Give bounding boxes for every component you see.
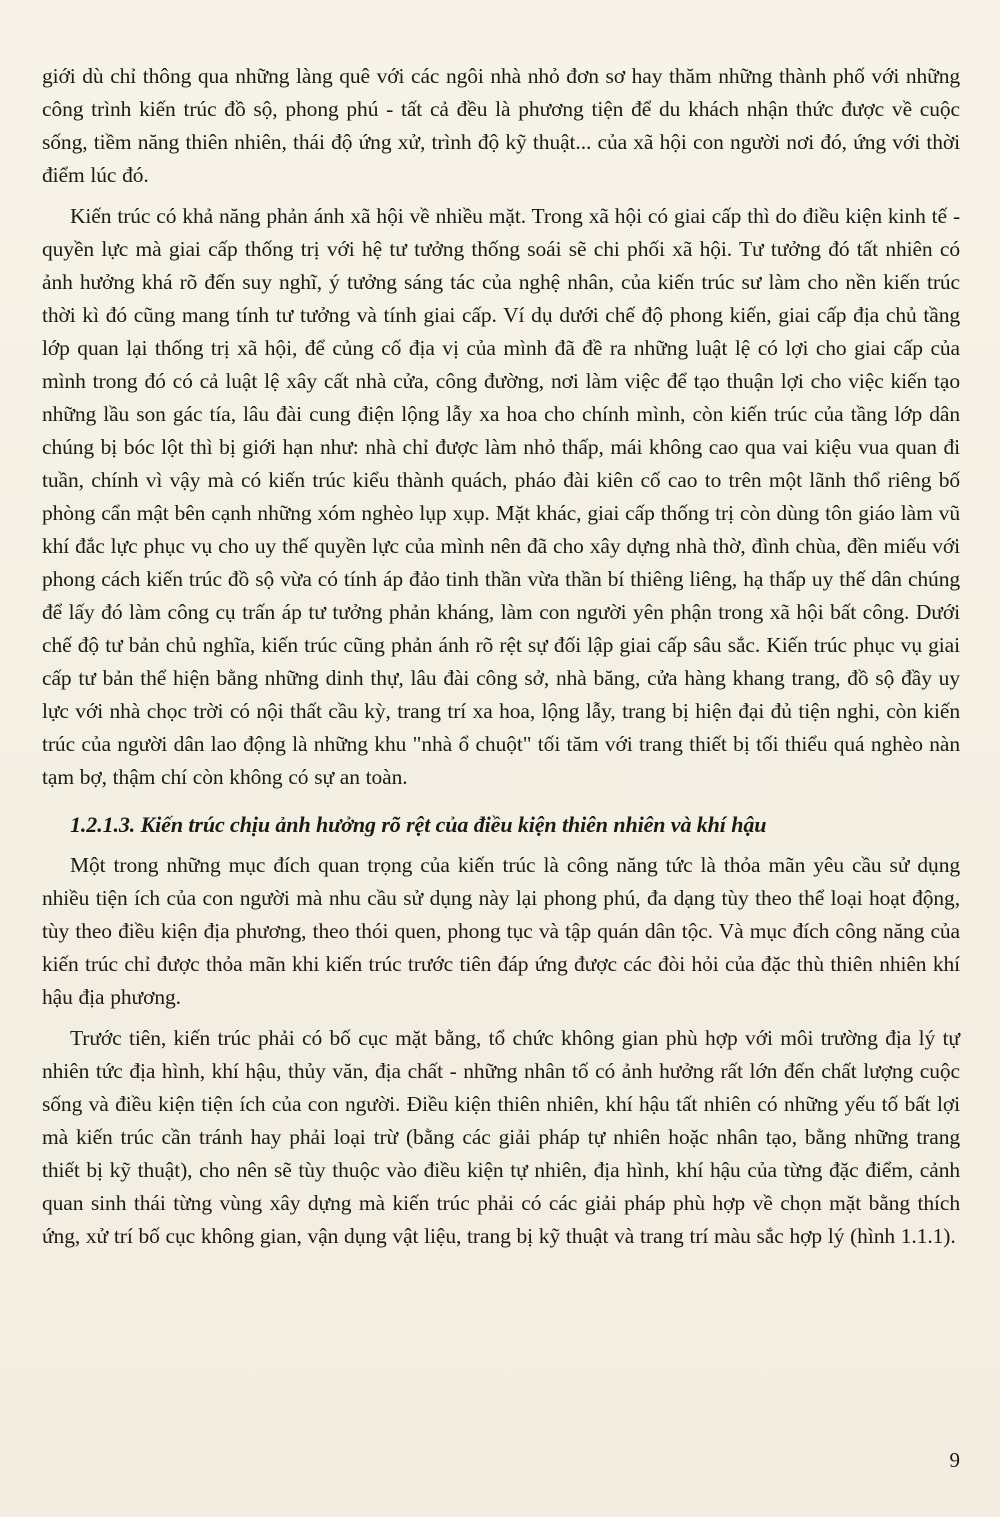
paragraph-architecture-reflects-society: Kiến trúc có khả năng phản ánh xã hội về nhiều mặt. Trong xã hội có giai cấp thì do điều kiện kinh tế - quyền lực mà giai cấp thống trị với hệ tư tưởng thống soái sẽ chi phối xã hội. Tư tưởng đó tất nhiên có ảnh hưởng khá rõ đến suy nghĩ, ý tưởng sáng tác của nghệ nhân, của kiến trúc sư làm cho nền kiến trúc thời kì đó cũng mang tính tư tưởng và tính giai cấp. Ví dụ dưới chế độ phong kiến, giai cấp địa chủ tầng lớp quan lại thống trị xã hội, để củng cố địa vị của mình đã đề ra những luật lệ có lợi cho giai cấp của mình trong đó có cả luật lệ xây cất nhà cửa, công đường, nơi làm việc để tạo thuận lợi cho việc kiến tạo những lầu son gác tía, lâu đài cung điện lộng lẫy xa hoa cho chính mình, còn kiến trúc của tầng lớp dân chúng bị bóc lột thì bị giới hạn như: nhà chỉ được làm nhỏ thấp, mái không cao qua vai kiệu vua quan đi tuần, chính vì vậy mà có kiến trúc kiểu thành quách, pháo đài kiên cố cao to trên một lãnh thổ riêng bố phòng cẩn mật bên cạnh những xóm nghèo lụp xụp. Mặt khác, giai cấp thống trị còn dùng tôn giáo làm vũ khí đắc lực phục vụ cho uy thế quyền lực của mình nên đã cho xây dựng nhà thờ, đình chùa, đền miếu với phong cách kiến trúc đồ sộ vừa có tính áp đảo tinh thần vừa thần bí thiêng liêng, hạ thấp uy thế dân chúng để lấy đó làm công cụ trấn áp tư tưởng phản kháng, làm con người yên phận trong xã hội bất công. Dưới chế độ tư bản chủ nghĩa, kiến trúc cũng phản ánh rõ rệt sự đối lập giai cấp sâu sắc. Kiến trúc phục vụ giai cấp tư bản thể hiện bằng những dinh thự, lâu đài công sở, nhà băng, cửa hàng khang trang, đồ sộ đầy uy lực với nhà chọc trời có nội thất cầu kỳ, trang trí xa hoa, lộng lẫy, trang bị hiện đại đủ tiện nghi, còn kiến trúc của người dân lao động là những khu "nhà ổ chuột" tối tăm với trang thiết bị tối thiểu quá nghèo nàn tạm bợ, thậm chí còn không có sự an toàn. [42, 204, 960, 789]
paragraph-layout-environment: Trước tiên, kiến trúc phải có bố cục mặt bằng, tổ chức không gian phù hợp với môi trường địa lý tự nhiên tức địa hình, khí hậu, thủy văn, địa chất - những nhân tố có ảnh hưởng rất lớn đến chất lượng cuộc sống và điều kiện tiện ích của con người. Điều kiện thiên nhiên, khí hậu tất nhiên có những yếu tố bất lợi mà kiến trúc cần tránh hay phải loại trừ (bằng các giải pháp tự nhiên hoặc nhân tạo, bằng những trang thiết bị kỹ thuật), cho nên sẽ tùy thuộc vào điều kiện tự nhiên, địa hình, khí hậu của từng đặc điểm, cảnh quan sinh thái từng vùng xây dựng mà kiến trúc phải có các giải pháp phù hợp về chọn mặt bằng thích ứng, xử trí bố cục không gian, vận dụng vật liệu, trang bị kỹ thuật và trang trí màu sắc hợp lý (hình 1.1.1). [42, 1026, 960, 1248]
page-body [42, 60, 960, 1253]
page-number: 9 [949, 1448, 960, 1472]
paragraph-function-purpose: Một trong những mục đích quan trọng của kiến trúc là công năng tức là thỏa mãn yêu cầu sử dụng nhiều tiện ích của con người mà nhu cầu sử dụng này lại phong phú, đa dạng tùy theo thể loại hoạt động, tùy theo điều kiện địa phương, theo thói quen, phong tục và tập quán dân tộc. Và mục đích công năng của kiến trúc chỉ được thỏa mãn khi kiến trúc trước tiên đáp ứng được các đòi hỏi của đặc thù thiên nhiên khí hậu địa phương. [42, 853, 960, 1009]
paragraph-continuation: giới dù chỉ thông qua những làng quê với các ngôi nhà nhỏ đơn sơ hay thăm những thành phố với những công trình kiến trúc đồ sộ, phong phú - tất cả đều là phương tiện để du khách nhận thức được về cuộc sống, tiềm năng thiên nhiên, thái độ ứng xử, trình độ kỹ thuật... của xã hội con người nơi đó, ứng với thời điểm lúc đó. [42, 64, 960, 187]
section-heading-1-2-1-3: 1.2.1.3. Kiến trúc chịu ảnh hưởng rõ rệt của điều kiện thiên nhiên và khí hậu [70, 812, 767, 837]
